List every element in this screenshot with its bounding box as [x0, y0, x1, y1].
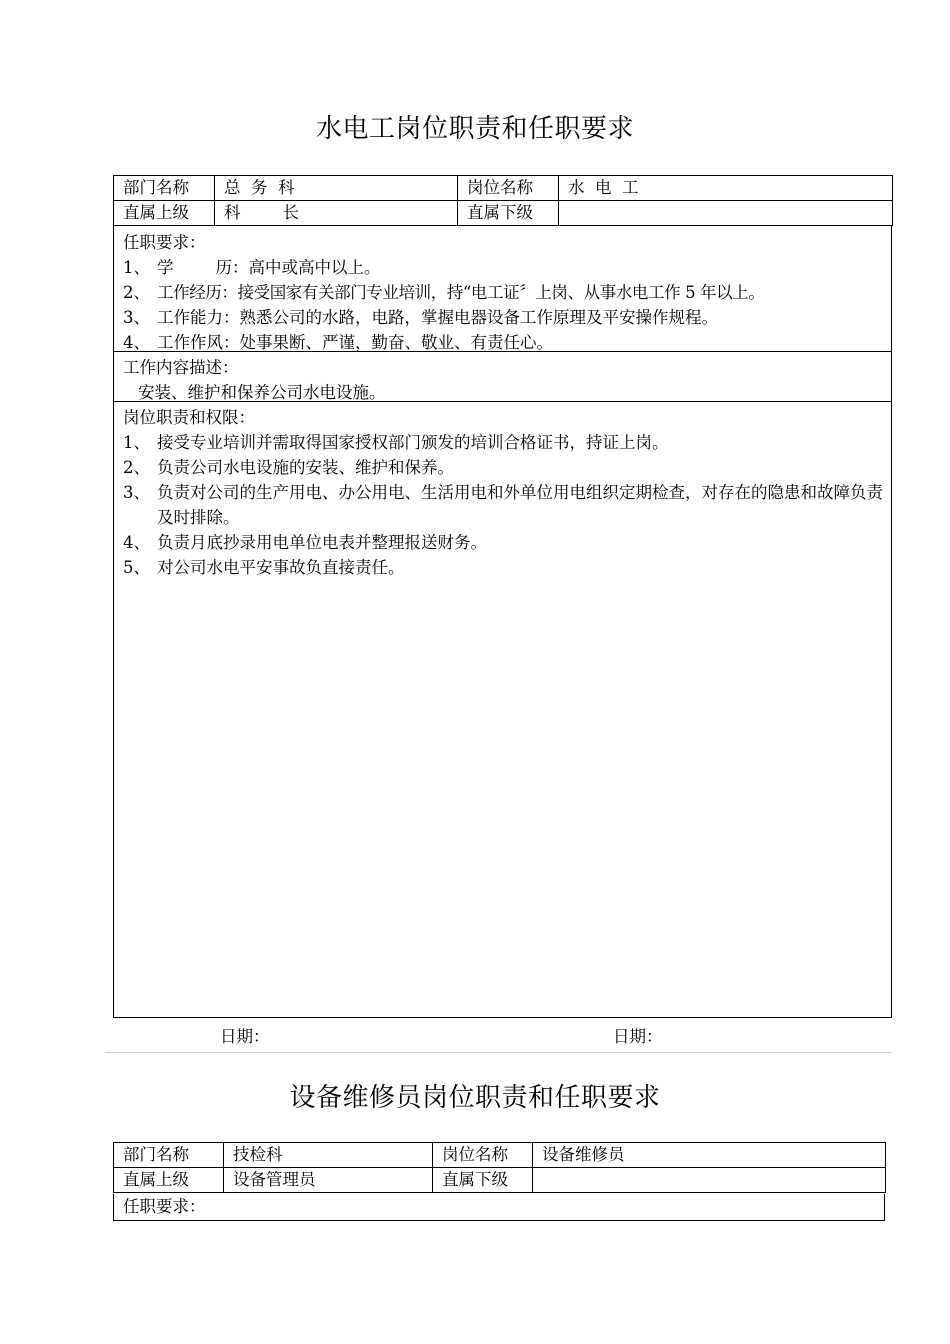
- item-text: 工作能力：熟悉公司的水路，电路，掌握电器设备工作原理及平安操作规程。: [157, 308, 718, 327]
- duties-section: [113, 401, 892, 1018]
- subordinate-value: [533, 1168, 886, 1193]
- page-title: 水电工岗位职责和任职要求: [315, 114, 634, 144]
- item-number: 4、: [123, 333, 150, 352]
- description-heading: 工作内容描述：: [123, 358, 239, 377]
- item-text: 负责对公司的生产用电、办公用电、生活用电和外单位用电组织定期检查，对存在的隐患和故障负责及时排除。: [157, 483, 883, 527]
- page-divider: [105, 1052, 892, 1053]
- date-label-right: 日期：: [613, 1027, 663, 1046]
- requirements-heading-2: 任职要求：: [113, 1194, 885, 1221]
- superior-value: 科 长: [215, 201, 458, 226]
- item-number: 2、: [123, 283, 150, 302]
- item-number: 1、: [123, 258, 150, 277]
- position-label: 岗位名称: [433, 1143, 533, 1168]
- subordinate-label: 直属下级: [458, 201, 559, 226]
- item-text: 工作经历：接受国家有关部门专业培训，持“电工证〞上岗、从事水电工作 5 年以上。: [157, 283, 765, 302]
- table-row: [114, 201, 893, 226]
- table-row: [114, 1168, 886, 1193]
- requirements-section: [113, 226, 892, 352]
- list-item: [123, 430, 891, 455]
- list-item: [123, 455, 891, 480]
- dept-label: 部门名称: [114, 176, 215, 201]
- list-item: [123, 280, 891, 305]
- list-item: [123, 255, 891, 280]
- item-number: 3、: [123, 308, 150, 327]
- list-item: [123, 530, 891, 555]
- item-number: 1、: [123, 433, 150, 452]
- list-item: [123, 555, 891, 580]
- item-text: 对公司水电平安事故负直接责任。: [157, 558, 405, 577]
- job-info-table: [113, 175, 893, 226]
- dept-value: 总 务 科: [215, 176, 458, 201]
- date-label-left: 日期：: [220, 1027, 270, 1046]
- item-text: 负责月底抄录用电单位电表并整理报送财务。: [157, 533, 487, 552]
- list-item: [123, 305, 891, 330]
- item-number: 3、: [123, 483, 150, 502]
- subordinate-value: [559, 201, 893, 226]
- table-row: [114, 1143, 886, 1168]
- item-text: 负责公司水电设施的安装、维护和保养。: [157, 458, 454, 477]
- item-text: 学 历：高中或高中以上。: [157, 258, 381, 277]
- dept-label: 部门名称: [114, 1143, 224, 1168]
- list-item: [123, 480, 891, 530]
- subordinate-label: 直属下级: [433, 1168, 533, 1193]
- position-label: 岗位名称: [458, 176, 559, 201]
- item-number: 2、: [123, 458, 150, 477]
- duties-heading: 岗位职责和权限：: [123, 408, 255, 427]
- item-text: 工作作风：处事果断、严谨，勤奋、敬业、有责任心。: [157, 333, 553, 352]
- description-section: [113, 351, 892, 402]
- table-row: [114, 176, 893, 201]
- superior-label: 直属上级: [114, 201, 215, 226]
- page-title-2: 设备维修员岗位职责和任职要求: [289, 1083, 661, 1113]
- dept-value: 技检科: [224, 1143, 433, 1168]
- superior-value: 设备管理员: [224, 1168, 433, 1193]
- item-text: 接受专业培训并需取得国家授权部门颁发的培训合格证书，持证上岗。: [157, 433, 669, 452]
- item-number: 5、: [123, 558, 150, 577]
- job-info-table-2: [113, 1142, 886, 1193]
- item-number: 4、: [123, 533, 150, 552]
- description-text: 安装、维护和保养公司水电设施。: [138, 383, 386, 402]
- requirements-heading: 任职要求：: [123, 233, 206, 252]
- position-value: 设备维修员: [533, 1143, 886, 1168]
- position-value: 水 电 工: [559, 176, 893, 201]
- superior-label: 直属上级: [114, 1168, 224, 1193]
